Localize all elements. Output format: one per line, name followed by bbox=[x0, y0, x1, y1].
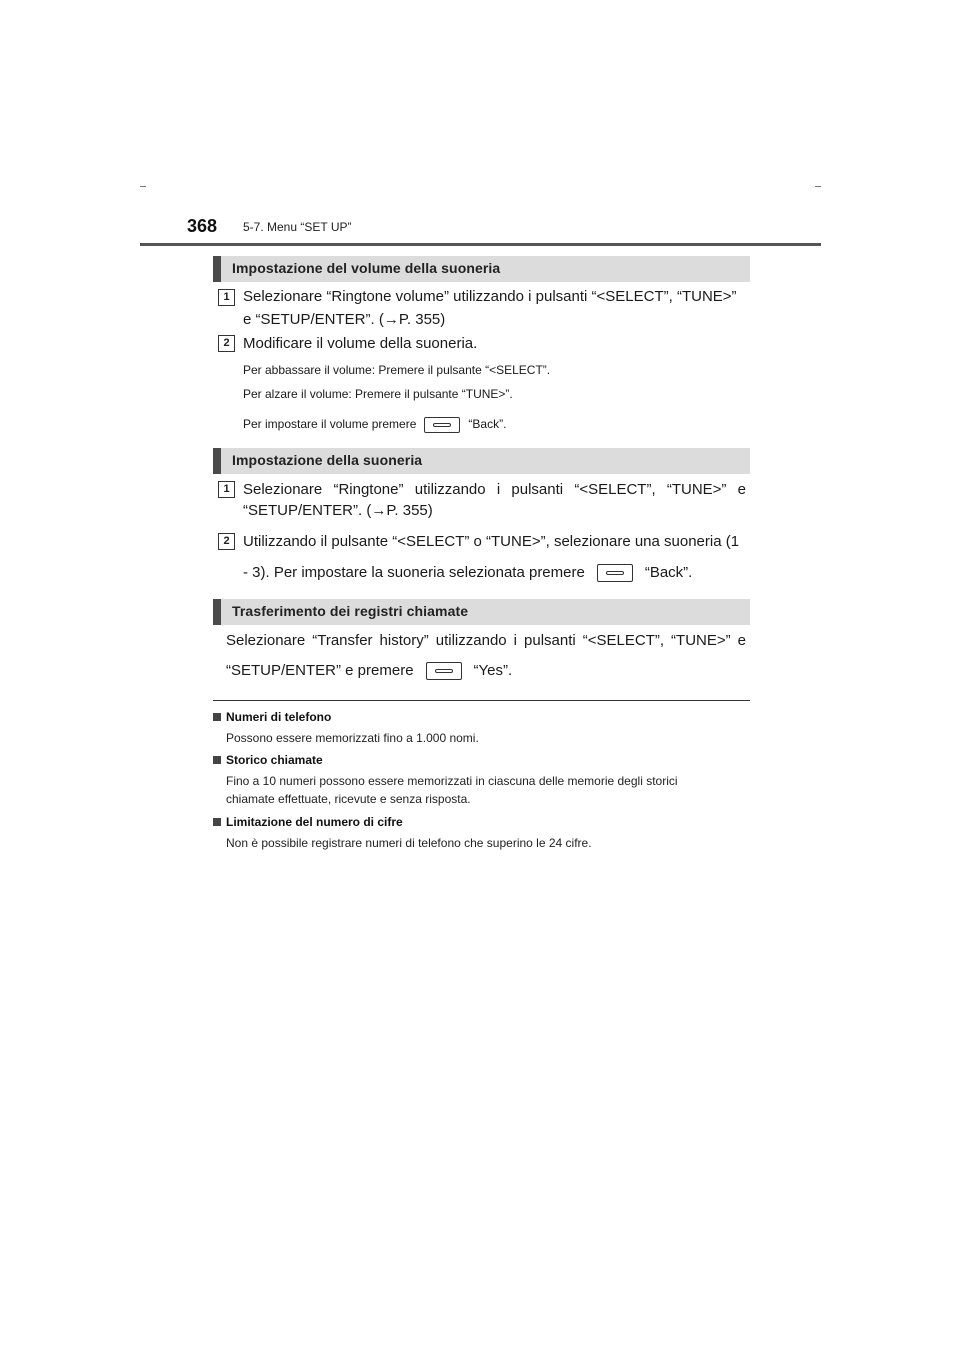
body-text-segment: “Yes”. bbox=[473, 662, 513, 679]
step-text: Modificare il volume della suoneria. bbox=[243, 335, 478, 352]
sub-instruction-text: “Back”. bbox=[468, 417, 507, 432]
phone-switch-bar bbox=[435, 669, 453, 673]
step-number: 2 bbox=[218, 533, 235, 550]
phone-switch-bar bbox=[433, 423, 451, 427]
header-rule bbox=[140, 243, 821, 246]
section-header-ringtone bbox=[213, 448, 750, 474]
phone-switch-button-icon bbox=[424, 417, 460, 433]
step-text: Selezionare “Ringtone volume” utilizzando i pulsanti “<SELECT”, “TUNE>” bbox=[243, 288, 737, 305]
step-text: e “SETUP/ENTER”. (→P. 355) bbox=[243, 311, 446, 328]
body-text bbox=[226, 662, 512, 680]
step-text-segment: “Back”. bbox=[644, 564, 693, 581]
step-text-segment: - 3). Per impostare la suoneria selezionata premere bbox=[243, 564, 585, 581]
crop-mark-left bbox=[140, 186, 146, 187]
body-text-segment: “SETUP/ENTER” e premere bbox=[226, 662, 414, 679]
step-text: Utilizzando il pulsante “<SELECT” o “TUNE>”, selezionare una suoneria (1 bbox=[243, 533, 740, 550]
section-header-ringtone-volume bbox=[213, 256, 750, 282]
running-head: 5-7. Menu “SET UP” bbox=[243, 220, 352, 234]
phone-switch-button-icon bbox=[426, 662, 462, 680]
step-text: Selezionare “Ringtone” utilizzando i pulsanti “<SELECT”, “TUNE>” e bbox=[243, 481, 746, 498]
section-title: Impostazione della suoneria bbox=[232, 452, 423, 468]
body-text: Selezionare “Transfer history” utilizzando i pulsanti “<SELECT”, “TUNE>” e bbox=[226, 632, 746, 649]
sub-instruction: Per alzare il volume: Premere il pulsante “TUNE>”. bbox=[243, 387, 513, 401]
note-title bbox=[213, 753, 323, 767]
step-number: 2 bbox=[218, 335, 235, 352]
sub-instruction: Per abbassare il volume: Premere il pulsante “<SELECT”. bbox=[243, 363, 551, 377]
page-number: 368 bbox=[187, 216, 218, 236]
sub-instruction bbox=[243, 417, 506, 433]
note-body: Possono essere memorizzati fino a 1.000 nomi. bbox=[226, 731, 479, 745]
note-body: chiamate effettuate, ricevute e senza risposta. bbox=[226, 792, 471, 806]
sub-instruction-text: Per impostare il volume premere bbox=[243, 417, 417, 432]
section-header-transfer-history bbox=[213, 599, 750, 625]
note-body: Non è possibile registrare numeri di telefono che superino le 24 cifre. bbox=[226, 836, 592, 850]
crop-mark-right bbox=[815, 186, 821, 187]
phone-switch-bar bbox=[606, 571, 624, 575]
bullet-square-icon bbox=[213, 818, 221, 826]
note-title-text: Numeri di telefono bbox=[226, 710, 332, 724]
step-number: 1 bbox=[218, 289, 235, 306]
notes-divider bbox=[213, 700, 750, 701]
note-title bbox=[213, 710, 331, 724]
section-title: Trasferimento dei registri chiamate bbox=[232, 603, 469, 619]
step-number: 1 bbox=[218, 481, 235, 498]
bullet-square-icon bbox=[213, 713, 221, 721]
note-title-text: Limitazione del numero di cifre bbox=[226, 815, 403, 829]
note-title-text: Storico chiamate bbox=[226, 753, 323, 767]
step-text: “SETUP/ENTER”. (→P. 355) bbox=[243, 502, 433, 519]
step-text bbox=[243, 564, 692, 582]
note-title bbox=[213, 815, 403, 829]
note-body: Fino a 10 numeri possono essere memorizzati in ciascuna delle memorie degli storici bbox=[226, 774, 678, 788]
phone-switch-button-icon bbox=[597, 564, 633, 582]
section-title: Impostazione del volume della suoneria bbox=[232, 260, 501, 276]
bullet-square-icon bbox=[213, 756, 221, 764]
